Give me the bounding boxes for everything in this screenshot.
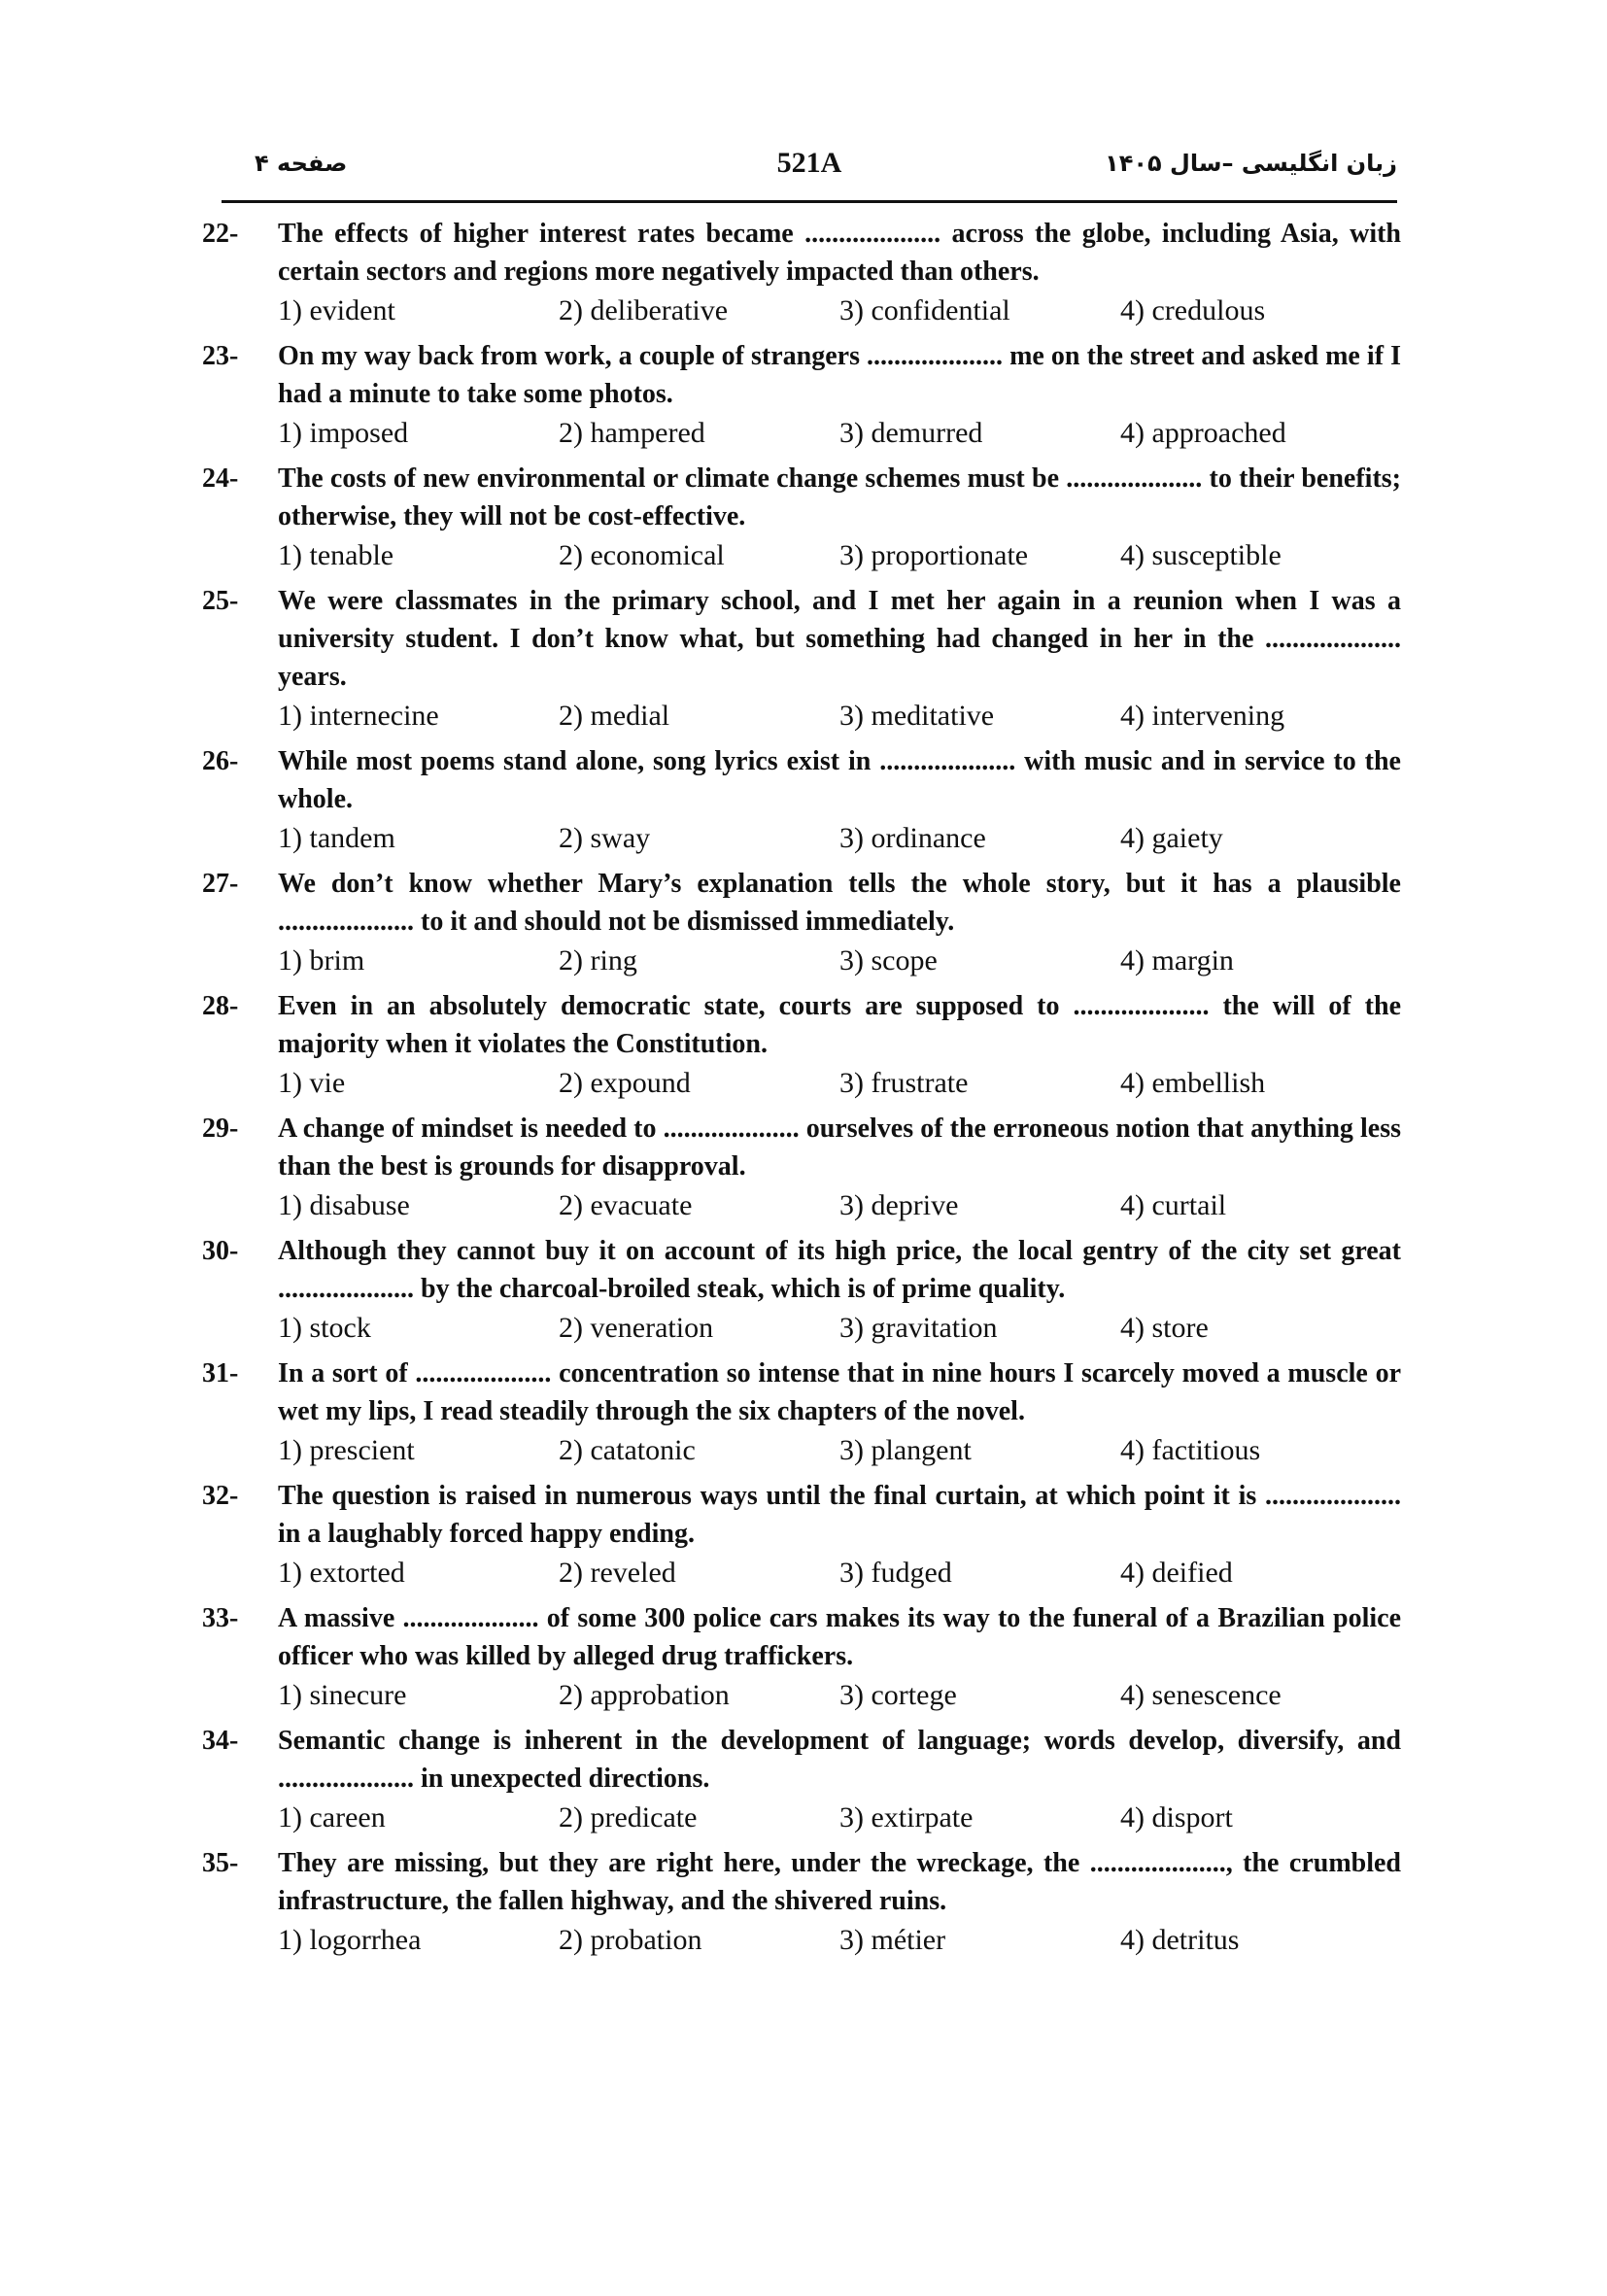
answer-option-4: 4) factitious	[1120, 1434, 1261, 1466]
question-item	[202, 1722, 1401, 1838]
question-number: 30-	[202, 1236, 239, 1266]
question-text: Semantic change is inherent in the development of language; words develop, diversify, and .................... in unexpected directions.	[278, 1726, 1401, 1794]
question-number: 32-	[202, 1481, 239, 1511]
answer-option-1: 1) sinecure	[278, 1679, 407, 1711]
question-item	[202, 1599, 1401, 1716]
answer-option-3: 3) cortege	[839, 1679, 957, 1711]
answer-options	[278, 1430, 1401, 1471]
answer-option-4: 4) senescence	[1120, 1679, 1282, 1711]
question-number: 33-	[202, 1603, 239, 1633]
answer-options	[278, 1675, 1401, 1716]
answer-option-4: 4) curtail	[1120, 1189, 1227, 1221]
question-item	[202, 1477, 1401, 1593]
answer-option-2: 2) sway	[559, 822, 651, 854]
question-number: 23-	[202, 341, 239, 371]
question-item	[202, 582, 1401, 737]
answer-options	[278, 1308, 1401, 1349]
question-item	[202, 460, 1401, 576]
question-number: 29-	[202, 1114, 239, 1144]
question-text: On my way back from work, a couple of strangers .................... me on the street and asked me if I had a minute to take some photos.	[278, 341, 1401, 409]
question-item	[202, 1844, 1401, 1961]
answer-option-4: 4) detritus	[1120, 1924, 1240, 1956]
answer-option-3: 3) extirpate	[839, 1801, 974, 1833]
answer-option-1: 1) careen	[278, 1801, 386, 1833]
answer-option-4: 4) margin	[1120, 944, 1234, 977]
answer-option-3: 3) deprive	[839, 1189, 959, 1221]
answer-option-1: 1) prescient	[278, 1434, 415, 1466]
question-text: Although they cannot buy it on account of its high price, the local gentry of the city set great .................... by the charcoal-broiled steak, which is of prime quality.	[278, 1236, 1401, 1304]
question-text: In a sort of .................... concentration so intense that in nine hours I scarcely moved a muscle or wet my lips, I read steadily through the six chapters of the novel.	[278, 1358, 1401, 1426]
answer-option-1: 1) logorrhea	[278, 1924, 422, 1956]
exam-subject-title: زبان انگلیسی –سال ۱۴۰۵	[1105, 150, 1397, 177]
answer-option-4: 4) disport	[1120, 1801, 1233, 1833]
answer-option-1: 1) tandem	[278, 822, 395, 854]
answer-option-1: 1) evident	[278, 294, 395, 326]
answer-option-3: 3) confidential	[839, 294, 1010, 326]
answer-options	[278, 1185, 1401, 1226]
answer-option-4: 4) approached	[1120, 417, 1286, 449]
answer-option-1: 1) extorted	[278, 1557, 405, 1589]
question-number: 34-	[202, 1726, 239, 1756]
answer-option-2: 2) veneration	[559, 1312, 714, 1344]
answer-option-3: 3) plangent	[839, 1434, 972, 1466]
answer-option-2: 2) medial	[559, 700, 670, 732]
question-number: 27-	[202, 869, 239, 899]
question-item	[202, 987, 1401, 1104]
question-item	[202, 742, 1401, 859]
answer-option-2: 2) expound	[559, 1067, 691, 1099]
question-number: 28-	[202, 991, 239, 1021]
page-header	[222, 144, 1397, 202]
question-text: While most poems stand alone, song lyrics exist in .................... with music and in service to the whole.	[278, 746, 1401, 814]
answer-option-2: 2) probation	[559, 1924, 702, 1956]
answer-option-1: 1) vie	[278, 1067, 346, 1099]
answer-option-2: 2) hampered	[559, 417, 705, 449]
answer-option-1: 1) brim	[278, 944, 365, 977]
answer-option-2: 2) economical	[559, 539, 725, 571]
question-item	[202, 337, 1401, 454]
answer-options	[278, 413, 1401, 454]
answer-option-2: 2) deliberative	[559, 294, 729, 326]
answer-option-2: 2) predicate	[559, 1801, 698, 1833]
answer-option-1: 1) imposed	[278, 417, 409, 449]
answer-options	[278, 535, 1401, 576]
answer-options	[278, 941, 1401, 981]
answer-option-4: 4) susceptible	[1120, 539, 1282, 571]
question-number: 26-	[202, 746, 239, 776]
answer-option-2: 2) ring	[559, 944, 637, 977]
answer-option-3: 3) frustrate	[839, 1067, 969, 1099]
answer-option-2: 2) catatonic	[559, 1434, 696, 1466]
answer-option-4: 4) gaiety	[1120, 822, 1223, 854]
page-number-label: صفحه ۴	[255, 150, 348, 177]
question-item	[202, 1232, 1401, 1349]
question-text: A massive .................... of some 300 police cars makes its way to the funeral of a Brazilian police officer who was killed by alleged drug traffickers.	[278, 1603, 1401, 1671]
answer-option-2: 2) evacuate	[559, 1189, 693, 1221]
header-divider	[222, 200, 1397, 203]
question-item	[202, 1354, 1401, 1471]
answer-option-2: 2) approbation	[559, 1679, 730, 1711]
answer-option-4: 4) intervening	[1120, 700, 1285, 732]
answer-option-3: 3) scope	[839, 944, 938, 977]
answer-options	[278, 1063, 1401, 1104]
answer-option-3: 3) meditative	[839, 700, 995, 732]
answer-option-3: 3) fudged	[839, 1557, 952, 1589]
question-text: The costs of new environmental or climate change schemes must be .................... to their benefits; otherwise, they will not be cost-effective.	[278, 463, 1401, 531]
answer-option-2: 2) reveled	[559, 1557, 676, 1589]
question-number: 22-	[202, 219, 239, 249]
answer-option-3: 3) métier	[839, 1924, 946, 1956]
question-text: We were classmates in the primary school, and I met her again in a reunion when I was a university student. I don’t know what, but something had changed in her in the .................... years.	[278, 586, 1401, 692]
answer-options	[278, 1798, 1401, 1838]
question-number: 35-	[202, 1848, 239, 1878]
question-text: We don’t know whether Mary’s explanation tells the whole story, but it has a plausible .................... to it and should not be dismissed immediately.	[278, 869, 1401, 937]
question-item	[202, 1110, 1401, 1226]
answer-option-3: 3) proportionate	[839, 539, 1029, 571]
answer-options	[278, 291, 1401, 331]
question-item	[202, 215, 1401, 331]
question-list	[202, 215, 1401, 1967]
answer-option-1: 1) internecine	[278, 700, 439, 732]
answer-option-1: 1) disabuse	[278, 1189, 410, 1221]
answer-option-4: 4) store	[1120, 1312, 1209, 1344]
question-number: 24-	[202, 463, 239, 494]
answer-option-1: 1) stock	[278, 1312, 371, 1344]
question-text: The effects of higher interest rates became .................... across the globe, including Asia, with certain sectors and regions more negatively impacted than others.	[278, 219, 1401, 287]
answer-option-4: 4) deified	[1120, 1557, 1233, 1589]
answer-options	[278, 818, 1401, 859]
answer-option-4: 4) credulous	[1120, 294, 1266, 326]
answer-options	[278, 696, 1401, 737]
question-number: 31-	[202, 1358, 239, 1388]
answer-option-1: 1) tenable	[278, 539, 394, 571]
answer-options	[278, 1920, 1401, 1961]
question-text: Even in an absolutely democratic state, courts are supposed to .................... the will of the majority when it violates the Constitution.	[278, 991, 1401, 1059]
question-text: A change of mindset is needed to .................... ourselves of the erroneous notion that anything less than the best is grounds for disapproval.	[278, 1114, 1401, 1182]
exam-code: 521A	[776, 147, 842, 179]
question-text: The question is raised in numerous ways until the final curtain, at which point it is .................... in a laughably forced happy ending.	[278, 1481, 1401, 1549]
question-number: 25-	[202, 586, 239, 616]
answer-option-3: 3) gravitation	[839, 1312, 998, 1344]
answer-options	[278, 1553, 1401, 1593]
question-text: They are missing, but they are right here, under the wreckage, the ...................., the crumbled infrastructure, the fallen highway, and the shivered ruins.	[278, 1848, 1401, 1916]
answer-option-4: 4) embellish	[1120, 1067, 1266, 1099]
answer-option-3: 3) ordinance	[839, 822, 986, 854]
question-item	[202, 865, 1401, 981]
answer-option-3: 3) demurred	[839, 417, 983, 449]
